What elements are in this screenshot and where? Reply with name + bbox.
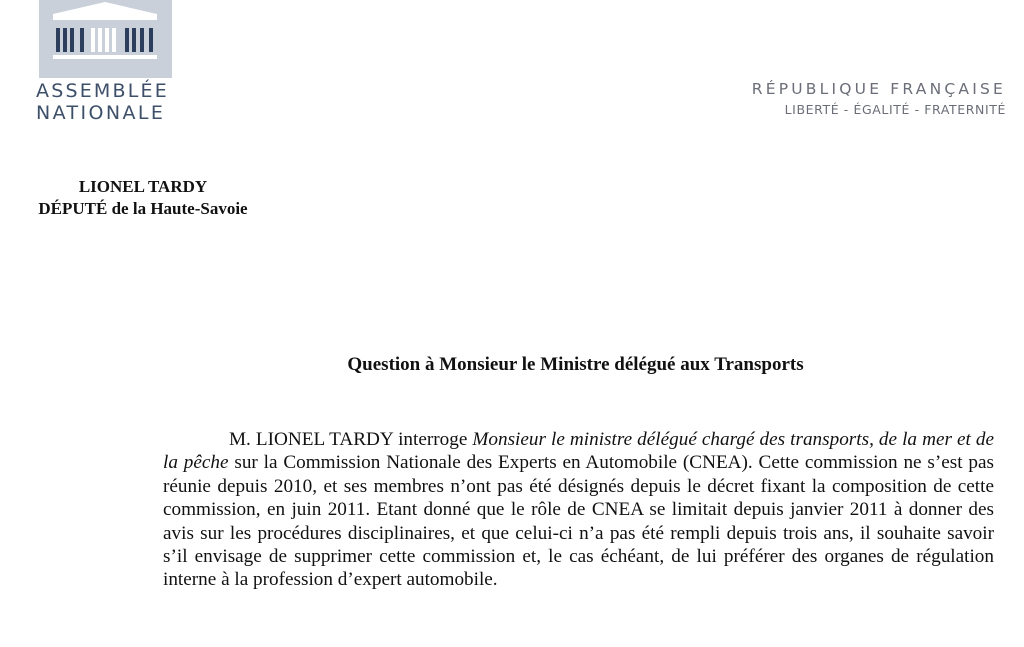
question-verb: interroge xyxy=(393,429,473,450)
deputy-block xyxy=(0,176,286,220)
assemblee-building-icon xyxy=(39,0,172,78)
question-subject: Question à Monsieur le Ministre délégué aux Transports xyxy=(347,354,804,375)
question-text: sur la Commission Nationale des Experts en Automobile (CNEA). Cette commission ne s’est pas réunie depuis 2010, et ses membres n’ont pas été désignés depuis le décret fixant la composition de cette commission, en juin 2011. Etant donné que le rôle de CNEA se limitait depuis janvier 2011 à donner des avis sur les procédures disciplinaires, et que celui-ci n’a pas été rempli depuis trois ans, il souhaite savoir s’il envisage de supprimer cette commission et, le cas échéant, de lui préférer des organes de régulation interne à la profession d’expert automobile. xyxy=(163,452,994,591)
logo-text-nationale: NATIONALE xyxy=(36,102,166,124)
deputy-name: LIONEL TARDY xyxy=(78,177,208,196)
question-body xyxy=(163,428,994,592)
republique-francaise: RÉPUBLIQUE FRANÇAISE xyxy=(751,80,1006,98)
question-author: M. LIONEL TARDY xyxy=(229,429,394,450)
logo-text-assemblee: ASSEMBLÉE xyxy=(36,80,169,102)
assemblee-nationale-logo xyxy=(36,0,176,125)
deputy-title: DÉPUTÉ de la Haute-Savoie xyxy=(38,199,248,218)
republic-motto: LIBERTÉ - ÉGALITÉ - FRATERNITÉ xyxy=(784,102,1006,117)
question-addressee: Monsieur le ministre délégué chargé des transports, de la mer et de la pêche xyxy=(163,429,995,474)
republic-header xyxy=(752,78,1006,120)
